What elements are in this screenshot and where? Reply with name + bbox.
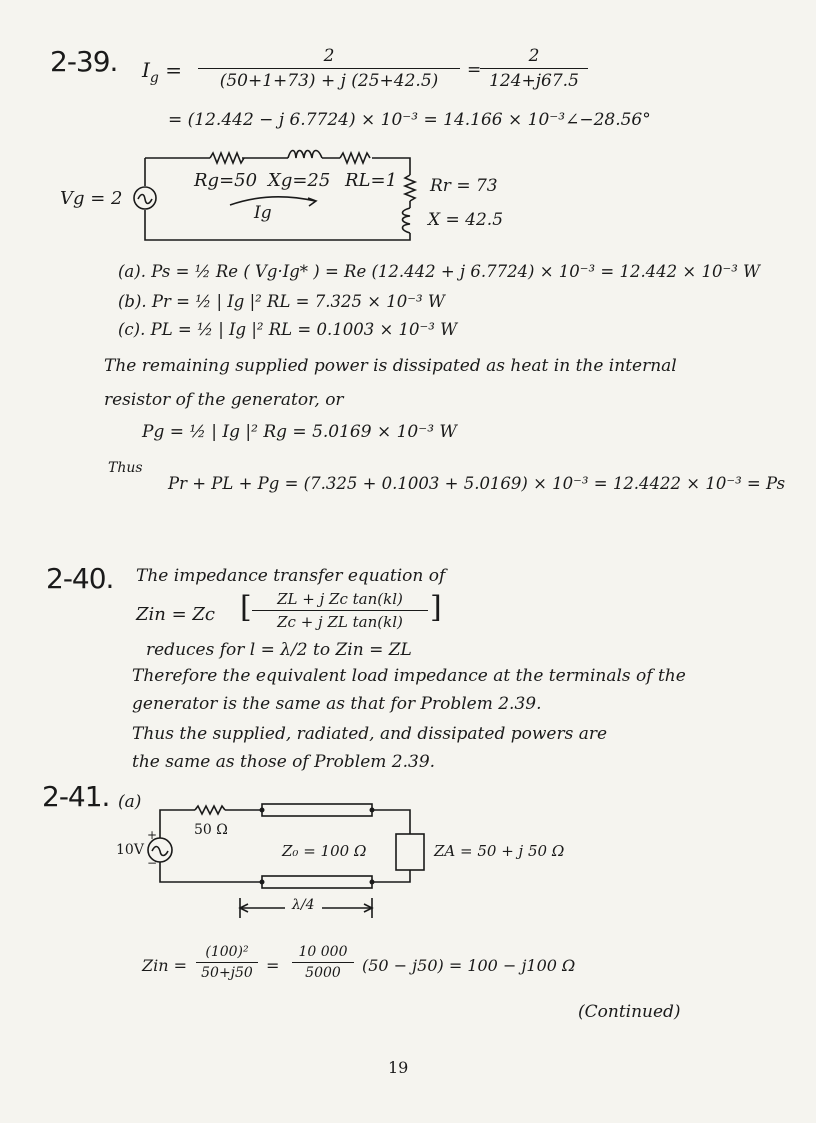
label-x: X = 42.5 bbox=[428, 210, 504, 230]
fraction-zin-2: 10 000 5000 bbox=[292, 944, 354, 981]
sum-equation: Pr + PL + Pg = (7.325 + 0.1003 + 5.0169) × 10⁻³ = 12.4422 × 10⁻³ = Ps bbox=[168, 474, 786, 493]
problem-number-2-40: 2-40. bbox=[46, 562, 114, 595]
label-minus: − bbox=[147, 856, 158, 870]
thus-text: Thus the supplied, radiated, and dissipated powers are bbox=[132, 724, 608, 744]
label-current: Ig bbox=[254, 203, 272, 223]
fraction-ig-simplified: 2 124+j67.5 bbox=[480, 46, 588, 91]
problem-number-2-41: 2-41. bbox=[42, 780, 110, 813]
thus-label: Thus bbox=[108, 460, 143, 476]
bracket-left: [ bbox=[240, 590, 252, 625]
zin-lhs-2-41: Zin = bbox=[142, 956, 188, 975]
problem-number-2-39: 2-39. bbox=[50, 45, 118, 78]
fraction-zin-1: (100)² 50+j50 bbox=[196, 944, 258, 981]
label-rl: RL=1 bbox=[345, 170, 398, 191]
label-xg: Xg=25 bbox=[268, 170, 331, 191]
zin-result: (50 − j50) = 100 − j100 Ω bbox=[362, 956, 576, 975]
label-za: ZA = 50 + j 50 Ω bbox=[434, 842, 565, 860]
impedance-intro: The impedance transfer equation of bbox=[136, 566, 446, 586]
fraction-ig: 2 (50+1+73) + j (25+42.5) bbox=[198, 46, 460, 91]
remaining-power-text: The remaining supplied power is dissipated as heat in the internal bbox=[104, 356, 677, 376]
impedance-fraction: ZL + j Zc tan(kl) Zc + j ZL tan(kl) bbox=[252, 590, 428, 631]
part-b: (b). Pr = ½ | Ig |² RL = 7.325 × 10⁻³ W bbox=[118, 292, 445, 311]
reduces-text: reduces for l = λ/2 to Zin = ZL bbox=[146, 640, 412, 660]
label-vg: Vg = 2 bbox=[60, 188, 123, 209]
label-50-ohm: 50 Ω bbox=[194, 822, 228, 838]
generator-text: generator is the same as that for Problem 2.39. bbox=[132, 694, 542, 714]
label-z0: Z₀ = 100 Ω bbox=[282, 842, 367, 860]
label-plus: + bbox=[147, 828, 158, 842]
ig-lhs: $I_g$ = bbox=[142, 58, 182, 86]
label-rr: Rr = 73 bbox=[430, 176, 498, 196]
ig-value-line: = (12.442 − j 6.7724) × 10⁻³ = 14.166 × 10⁻³∠−28.56° bbox=[168, 110, 651, 130]
bracket-right: ] bbox=[430, 590, 442, 625]
part-c: (c). PL = ½ | Ig |² RL = 0.1003 × 10⁻³ W bbox=[118, 320, 458, 339]
equals-sign-2: = bbox=[266, 956, 280, 975]
same-text: the same as those of Problem 2.39. bbox=[132, 752, 436, 772]
continued-label: (Continued) bbox=[578, 1002, 681, 1022]
pg-equation: Pg = ½ | Ig |² Rg = 5.0169 × 10⁻³ W bbox=[142, 422, 457, 442]
zin-lhs: Zin = Zc bbox=[136, 604, 215, 625]
label-10v: 10V bbox=[116, 842, 144, 858]
equals-sign: = bbox=[467, 60, 482, 80]
part-a-label: (a) bbox=[118, 792, 142, 812]
therefore-text: Therefore the equivalent load impedance at the terminals of the bbox=[132, 666, 686, 686]
page-number: 19 bbox=[388, 1058, 409, 1077]
remaining-power-text-2: resistor of the generator, or bbox=[104, 390, 344, 410]
label-quarter-wave: λ/4 bbox=[292, 897, 315, 913]
label-rg: Rg=50 bbox=[194, 170, 258, 191]
part-a: (a). Ps = ½ Re ( Vg·Ig* ) = Re (12.442 + j 6.7724) × 10⁻³ = 12.442 × 10⁻³ W bbox=[118, 262, 761, 281]
